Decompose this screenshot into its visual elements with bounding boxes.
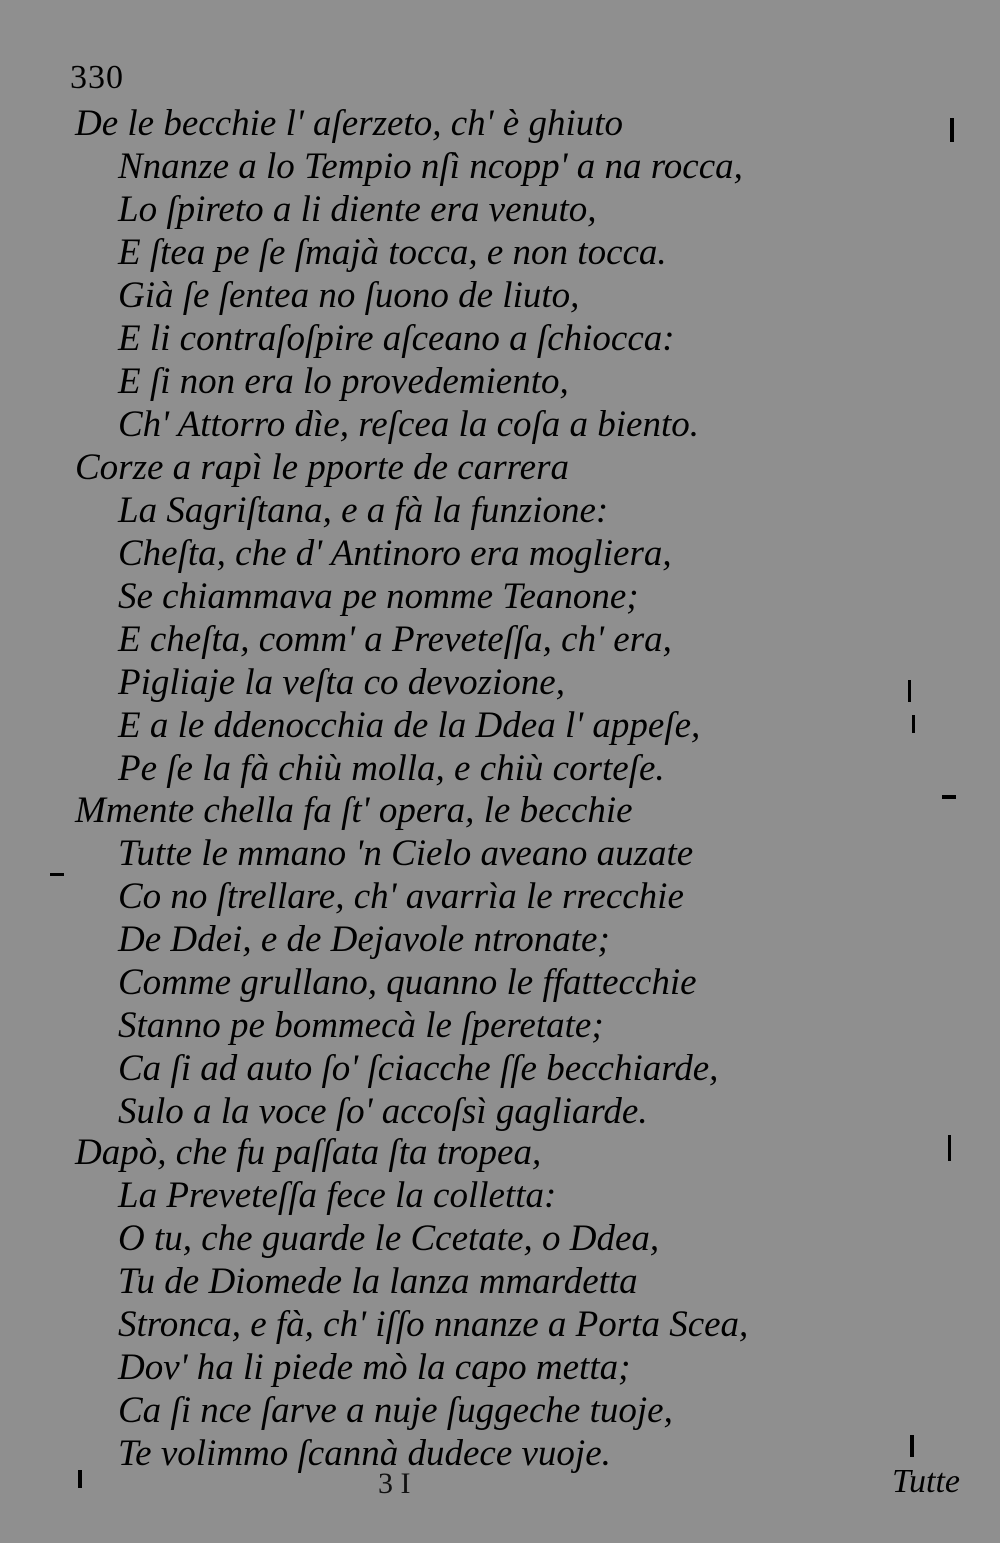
verse-line: La Preveteſſa fece la colletta: [118,1175,557,1216]
catchword: Tutte [891,1463,960,1500]
verse-line: Ch' Attorro dìe, reſcea la coſa a biento. [118,404,699,445]
verse-line: Sulo a la voce ſo' accoſsì gagliarde. [118,1091,648,1132]
verse-line: Nnanze a lo Tempio nſì ncopp' a na rocca, [118,146,743,187]
print-speck [950,118,954,142]
verse-line: Pigliaje la veſta co devozione, [118,662,565,703]
print-speck [908,680,911,702]
verse-line: E li contraſoſpire aſceano a ſchiocca: [118,318,675,359]
verse-line: Ca ſi nce ſarve a nuje ſuggeche tuoje, [118,1390,673,1431]
verse-line: Mmente chella fa ſt' opera, le becchie [75,790,633,831]
verse-line: Stanno pe bommecà le ſperetate; [118,1005,604,1046]
verse-line: Corze a rapì le pporte de carrera [75,447,569,488]
verse-line: Cheſta, che d' Antinoro era mogliera, [118,533,672,574]
verse-line: Comme grullano, quanno le ffattecchie [118,962,697,1003]
printer-signature-mark: 3 I [378,1467,411,1500]
verse-line: Co no ſtrellare, ch' avarrìa le rrecchie [118,876,684,917]
verse-line: Stronca, e fà, ch' iſſo nnanze a Porta Scea, [118,1304,749,1345]
verse-line: Già ſe ſentea no ſuono de liuto, [118,275,580,316]
print-speck [942,795,956,799]
print-speck [78,1470,82,1488]
verse-line: De le becchie l' aſerzeto, ch' è ghiuto [75,103,624,144]
verse-line: E ſtea pe ſe ſmajà tocca, e non tocca. [118,232,667,273]
verse-line: Dov' ha li piede mò la capo metta; [118,1347,631,1388]
page-number: 330 [70,59,124,96]
verse-line: Te volimmo ſcannà dudece vuoje. [118,1433,611,1474]
verse-line: Lo ſpireto a li diente era venuto, [118,189,597,230]
verse-line: La Sagriſtana, e a fà la funzione: [118,490,609,531]
verse-line: De Ddei, e de Dejavole ntronate; [118,919,610,960]
verse-line: E a le ddenocchia de la Ddea l' appeſe, [118,705,701,746]
verse-line: O tu, che guarde le Ccetate, o Ddea, [118,1218,660,1259]
print-speck [910,1435,914,1457]
verse-line: E cheſta, comm' a Preveteſſa, ch' era, [118,619,672,660]
verse-line: Dapò, che fu paſſata ſta tropea, [75,1132,542,1173]
verse-line: E ſi non era lo provedemiento, [118,361,569,402]
verse-line: Se chiammava pe nomme Teanone; [118,576,639,617]
verse-line: Pe ſe la fà chiù molla, e chiù corteſe. [118,748,665,789]
verse-line: Ca ſi ad auto ſo' ſciacche ſſe becchiarde, [118,1048,719,1089]
print-speck [912,715,915,733]
print-speck [50,873,64,876]
verse-line: Tu de Diomede la lanza mmardetta [118,1261,638,1302]
print-speck [948,1135,951,1161]
verse-line: Tutte le mmano 'n Cielo aveano auzate [118,833,694,874]
